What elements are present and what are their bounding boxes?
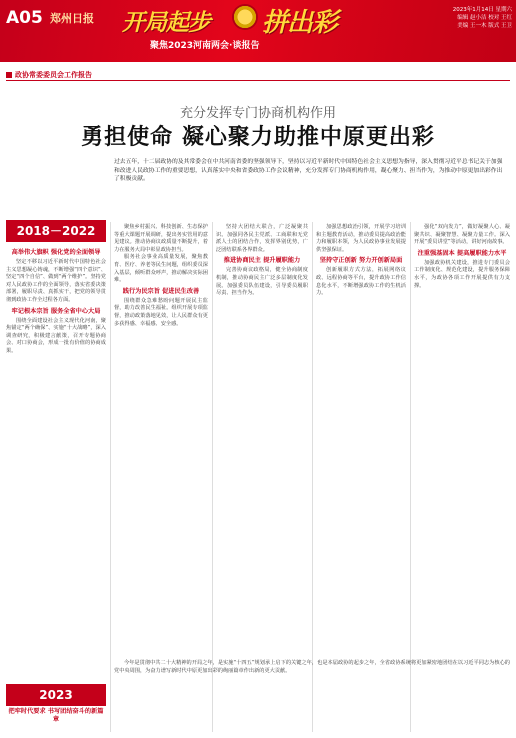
paragraph: 坚持大团结大联合，广泛凝聚共识。加强同各民主党派、工商联和无党派人士的团结合作，发挥界别优势，广泛团结联系各界群众。: [216, 224, 308, 253]
left-foot-caption: 把牢时代要求 书写团结奋斗的新篇章: [8, 708, 104, 723]
article-column: [114, 224, 208, 328]
article-headline: 勇担使命 凝心聚力助推中原更出彩: [81, 125, 435, 150]
national-emblem-icon: [232, 4, 258, 30]
article-lede: 过去五年，十二届政协的及其常委会在中共河南省委的坚强领导下，坚持以习近平新时代中国特色社会主义思想为指导，深入贯彻习近平总书记关于加强和改进人民政协工作的重要思想，认真落实中央和省委政协工作会议精神，充分发挥专门协商机构作用，凝心聚力、担当作为，为推动中原更加出彩作出了积极贡献。: [114, 159, 503, 183]
year-banner: 2023: [6, 684, 106, 706]
left-column: [6, 246, 106, 356]
paragraph: 围绕群众急难愁盼问题开展民主监督，助力改善民生福祉。组织开展专项监督，推动政策落地见效，让人民群众有更多获得感、幸福感、安全感。: [114, 297, 208, 327]
section-title-right: 拼出彩: [262, 8, 338, 38]
left-section-text: 围绕全面建设社会主义现代化河南，聚焦锚定“两个确保”、实施“十大战略”，深入调查研究，积极建言献策，召开专题协商会、对口协商会，形成一批有价值的协商成果。: [6, 317, 106, 354]
bullet-icon: [6, 72, 12, 78]
paragraph: 服务社会事业高质量发展，聚焦教育、医疗、养老等民生问题，组织委员深入基层，倾听群众呼声，推动解决实际困难。: [114, 254, 208, 284]
issue-date: 2023年1月14日 星期六: [452, 7, 512, 13]
column-divider: [212, 222, 213, 732]
section-subtitle: 聚焦2023河南两会·谈报告: [150, 41, 260, 51]
closing-paragraph: [114, 660, 510, 675]
section-heading: 践行为民宗旨 促进民生改善: [122, 287, 200, 295]
report-tag-text: 政协常委委员会工作报告: [15, 71, 92, 79]
section-heading: 注重强基固本 提高履职能力水平: [417, 249, 507, 257]
masthead: [0, 0, 516, 62]
section-title-left: 开局起步: [122, 10, 210, 36]
section-heading: 坚持守正创新 努力开创新局面: [319, 257, 403, 265]
paragraph: 今年是贯彻中共二十大精神的开局之年，是实施“十四五”规划承上启下的关键之年，也是本届政协的起步之年，全省政协系统将更加紧密地团结在以习近平同志为核心的党中央周围，为奋力谱写新时代中原更加出彩的绚丽篇章作出新的更大贡献。: [114, 660, 510, 674]
years-banner: 2018－2022: [6, 220, 106, 242]
paragraph: 加强政协机关建设，推进专门委员会工作制度化、规范化建设，提升服务保障水平，为政协各项工作开展提供有力支撑。: [414, 259, 510, 289]
paragraph: 聚焦乡村振兴、科技创新、生态保护等重大课题开展调研，提出务实管用的意见建议。推动协商议政质量不断提升，着力在服务大局中彰显政协担当。: [114, 224, 208, 253]
page-code: A05: [6, 8, 43, 28]
column-divider: [410, 222, 411, 732]
left-section-heading: 高举伟大旗帜 强化党的全面领导: [11, 249, 101, 256]
left-section-heading: 牢记根本宗旨 服务全省中心大局: [11, 307, 101, 315]
article-column: [414, 224, 510, 290]
column-divider: [312, 222, 313, 732]
issue-editors: 编辑 赵小洁 校对 王红: [457, 15, 512, 21]
report-tag: [6, 70, 92, 80]
article-column: [316, 224, 406, 298]
paragraph: 完善协商议政格局，健全协商制度机制，推动协商民主广泛多层制度化发展。加强委员队伍建设，引导委员履职尽责、担当作为。: [216, 267, 308, 297]
paragraph: 加强思想政治引领，开展学习培训和主题教育活动，推动委员提高政治能力和履职本领，为人民政协事业发展提供坚强保证。: [316, 224, 406, 253]
paper-name: 郑州日报: [50, 12, 94, 25]
left-section-text: 坚定不移以习近平新时代中国特色社会主义思想凝心铸魂，不断增强“四个意识”、坚定“四个自信”、做到“两个维护”。坚持党对人民政协工作的全面领导，落实省委决策部署，履职尽责、真抓实干，把党的领导贯彻到政协工作全过程各方面。: [6, 259, 106, 303]
column-divider: [110, 222, 111, 732]
article-column: [216, 224, 308, 298]
paragraph: 创新履职方式方法，拓展网络议政、远程协商等平台，提升政协工作信息化水平，不断增强政协工作的生机活力。: [316, 267, 406, 297]
issue-designers: 美编 王一木 版式 王卫: [457, 23, 512, 29]
section-heading: 推进协商民主 提升履职能力: [223, 257, 301, 265]
issue-meta: [400, 6, 512, 30]
article-kicker: 充分发挥专门协商机构作用: [179, 106, 336, 121]
paragraph: 强化“双向发力”，做好凝聚人心、凝聚共识、凝聚智慧、凝聚力量工作。深入开展“委员讲堂”等活动，讲好河南故事。: [414, 224, 510, 246]
divider: [6, 80, 510, 81]
